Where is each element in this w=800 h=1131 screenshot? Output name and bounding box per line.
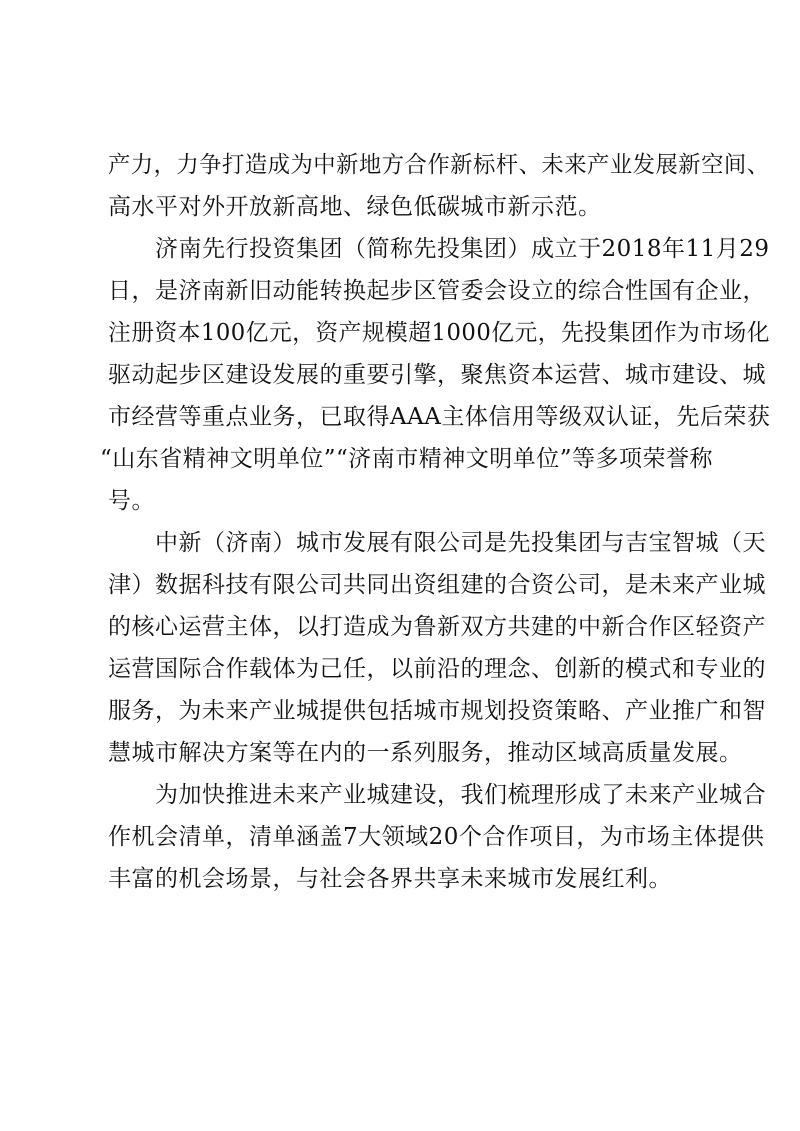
- text-line: 津）数据科技有限公司共同出资组建的合资公司，是未来产业城: [108, 572, 766, 598]
- text-line: 运营国际合作载体为己任，以前沿的理念、创新的模式和专业的: [108, 656, 766, 682]
- text-line: 丰富的机会场景，与社会各界共享未来城市发展红利。: [108, 866, 672, 892]
- text-line: 作机会清单，清单涵盖7大领域20个合作项目，为市场主体提供: [108, 824, 765, 850]
- text-line: 服务，为未来产业城提供包括城市规划投资策略、产业推广和智: [108, 698, 766, 724]
- text-line: 高水平对外开放新高地、绿色低碳城市新示范。: [108, 194, 602, 220]
- text-line: 为加快推进未来产业城建设，我们梳理形成了未来产业城合: [155, 782, 766, 808]
- text-line: 号。: [108, 488, 155, 514]
- text-line: “山东省精神文明单位”“济南市精神文明单位”等多项荣誉称: [100, 446, 714, 472]
- text-line: 慧城市解决方案等在内的一系列服务，推动区域高质量发展。: [108, 740, 743, 766]
- text-line: 济南先行投资集团（简称先投集团）成立于2018年11月29: [155, 236, 770, 262]
- text-line: 驱动起步区建设发展的重要引擎，聚焦资本运营、城市建设、城: [108, 362, 766, 388]
- text-line: 的核心运营主体，以打造成为鲁新双方共建的中新合作区轻资产: [108, 614, 766, 640]
- text-line: 中新（济南）城市发展有限公司是先投集团与吉宝智城（天: [155, 530, 766, 556]
- text-line: 产力，力争打造成为中新地方合作新标杆、未来产业发展新空间、: [108, 152, 770, 178]
- text-line: 注册资本100亿元，资产规模超1000亿元，先投集团作为市场化: [108, 320, 770, 346]
- text-line: 日，是济南新旧动能转换起步区管委会设立的综合性国有企业，: [108, 278, 766, 304]
- text-line: 市经营等重点业务，已取得AAA主体信用等级双认证，先后荣获: [108, 404, 771, 430]
